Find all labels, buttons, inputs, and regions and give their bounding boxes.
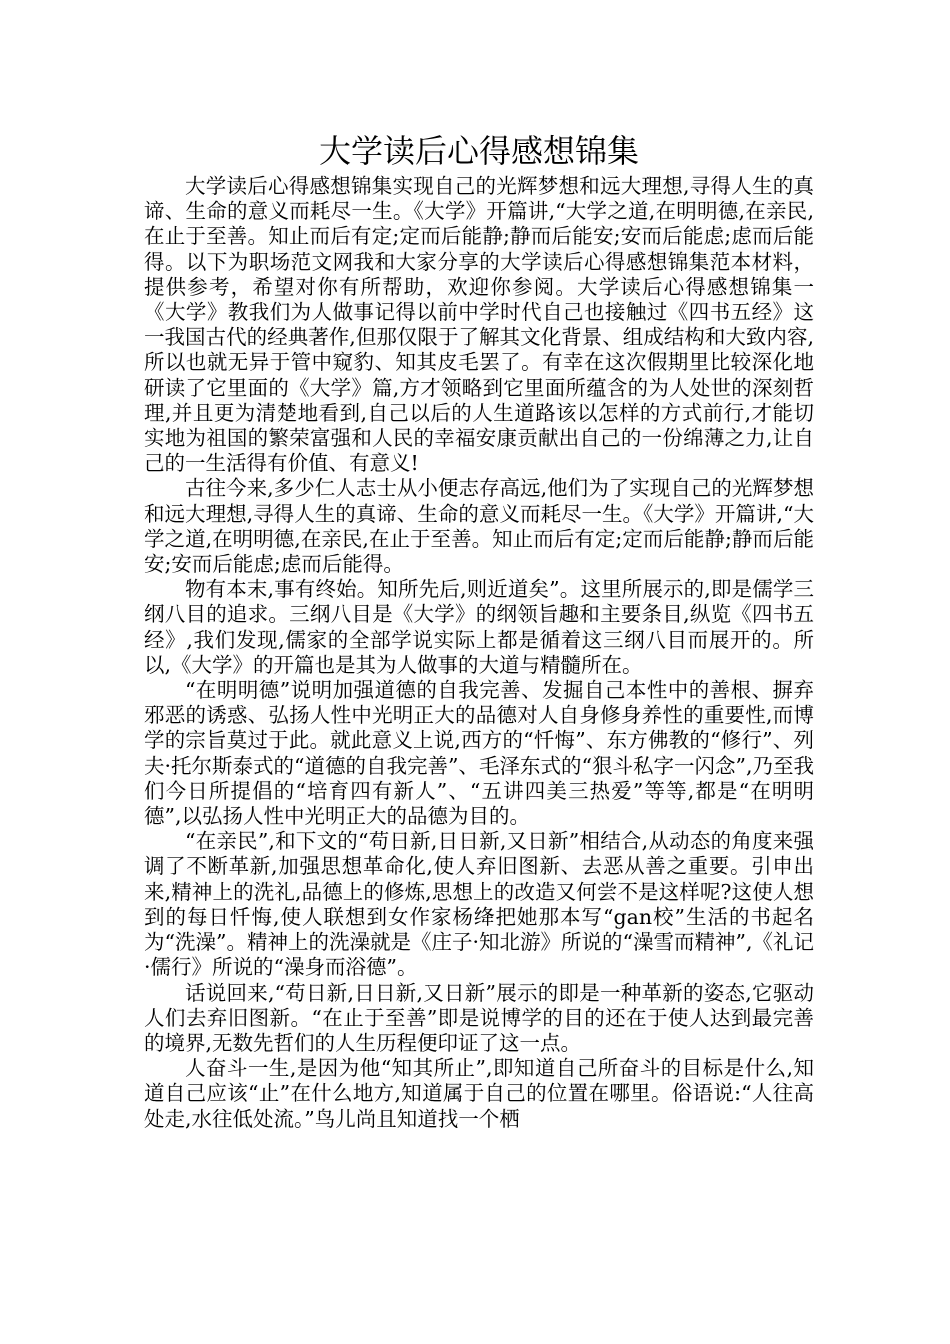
paragraph: 古往今来,多少仁人志士从小便志存高远,他们为了实现自己的光辉梦想和远大理想,寻得人生的真谛、生命的意义而耗尽一生。《大学》开篇讲,“大学之道,在明明德,在亲民,在止于至善。知止而后有定;定而后能静;静而后能安;安而后能虑;虑而后能得。 xyxy=(144,476,814,577)
paragraph: 话说回来,“苟日新,日日新,又日新”展示的即是一种革新的姿态,它驱动人们去弃旧图新。“在止于至善”即是说博学的目的还在于使人达到最完善的境界,无数先哲们的人生历程便印证了这一点。 xyxy=(144,980,814,1055)
paragraph: 人奋斗一生,是因为他“知其所止”,即知道自己所奋斗的目标是什么,知道自己应该“止”在什么地方,知道属于自己的位置在哪里。俗语说:“人往高处走,水往低处流。”鸟儿尚且知道找一个栖 xyxy=(144,1056,814,1131)
paragraph: 大学读后心得感想锦集实现自己的光辉梦想和远大理想,寻得人生的真谛、生命的意义而耗尽一生。《大学》开篇讲,“大学之道,在明明德,在亲民,在止于至善。知止而后有定;定而后能静;静而后能安;安而后能虑;虑而后能得。以下为职场范文网我和大家分享的大学读后心得感想锦集范本材料，提供参考，希望对你有所帮助，欢迎你参阅。大学读后心得感想锦集一《大学》教我们为人做事记得以前中学时代自己也接触过《四书五经》这一我国古代的经典著作,但那仅限于了解其文化背景、组成结构和大致内容,所以也就无异于管中窥豹、知其皮毛罢了。有幸在这次假期里比较深化地研读了它里面的《大学》篇,方才领略到它里面所蕴含的为人处世的深刻哲理,并且更为清楚地看到,自己以后的人生道路该以怎样的方式前行,才能切实地为祖国的繁荣富强和人民的幸福安康贡献出自己的一份绵薄之力,让自己的一生活得有价值、有意义! xyxy=(144,174,814,476)
paragraph: 物有本末,事有终始。知所先后,则近道矣”。这里所展示的,即是儒学三纲八目的追求。三纲八目是《大学》的纲领旨趣和主要条目,纵览《四书五经》,我们发现,儒家的全部学说实际上都是循着这三纲八目而展开的。所以,《大学》的开篇也是其为人做事的大道与精髓所在。 xyxy=(144,577,814,677)
paragraph: “在明明德”说明加强道德的自我完善、发掘自己本性中的善根、摒弃邪恶的诱惑、弘扬人性中光明正大的品德对人自身修身养性的重要性,而博学的宗旨莫过于此。就此意义上说,西方的“忏悔”、东方佛教的“修行”、列夫·托尔斯泰式的“道德的自我完善”、毛泽东式的“狠斗私字一闪念”,乃至我们今日所提倡的“培育四有新人”、“五讲四美三热爱”等等,都是“在明明德”,以弘扬人性中光明正大的品德为目的。 xyxy=(144,678,814,829)
document-title: 大学读后心得感想锦集 xyxy=(318,132,639,170)
paragraph: “在亲民”,和下文的“苟日新,日日新,又日新”相结合,从动态的角度来强调了不断革新,加强思想革命化,使人弃旧图新、去恶从善之重要。引申出来,精神上的洗礼,品德上的修炼,思想上的改造又何尝不是这样呢?这使人想到的每日忏悔,使人联想到女作家杨绛把她那本写“gan校”生活的书起名为“洗澡”。精神上的洗澡就是《庄子·知北游》所说的“澡雪而精神”,《礼记·儒行》所说的“澡身而浴德”。 xyxy=(144,829,814,980)
document-body xyxy=(144,128,814,1132)
